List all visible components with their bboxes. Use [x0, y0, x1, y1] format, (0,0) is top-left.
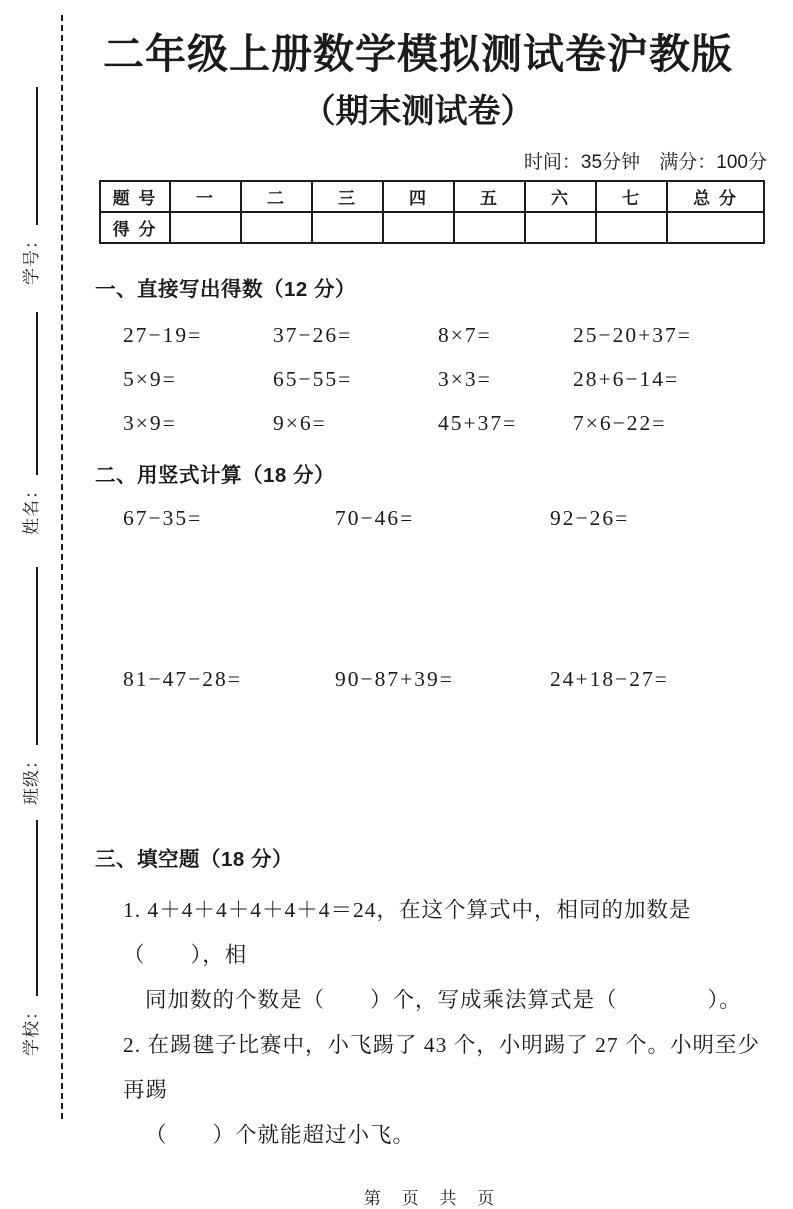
s2-problem: 70−46=: [335, 505, 415, 530]
score-table-header-cell: 题 号: [100, 181, 170, 212]
class-field: [17, 565, 41, 805]
main-content: [95, 0, 771, 1209]
margin-dashed-line: [61, 15, 63, 1119]
class-label: 班级：: [21, 751, 41, 805]
score-table-header-cell: 六: [525, 181, 596, 212]
page-footer: 第 页 共 页: [363, 1188, 503, 1208]
school-blank: [36, 820, 38, 996]
s1-problem: 8×7=: [438, 323, 492, 348]
s2-problem: 24+18−27=: [550, 666, 669, 691]
section1-problems: [95, 314, 771, 446]
s1-problem: 37−26=: [273, 323, 353, 348]
school-label: 学校：: [21, 1002, 41, 1056]
s1-problem: 27−19=: [123, 323, 203, 348]
section1-heading: 一、直接写出得数（12 分）: [95, 277, 356, 301]
score-table-header-cell: 七: [596, 181, 667, 212]
section3-heading: 三、填空题（18 分）: [95, 847, 293, 871]
score-table-header-cell: 一: [170, 181, 241, 212]
s2-problem: 81−47−28=: [123, 666, 242, 691]
score-blank-cell: [170, 212, 241, 243]
fill-blank-question-1: [95, 888, 771, 1023]
s1-problem: 25−20+37=: [573, 323, 692, 348]
score-blank-cell: [454, 212, 525, 243]
fill-blank-line: （ ）个就能超过小飞。: [145, 1122, 416, 1147]
score-table-header-cell: 五: [454, 181, 525, 212]
section2-problems-row1: [95, 506, 771, 531]
s1-problem: 65−55=: [273, 367, 353, 392]
fill-blank-line: 同加数的个数是（ ）个，写成乘法算式是（ ）。: [145, 987, 742, 1012]
class-blank: [36, 567, 38, 745]
section2-problems-row2: [95, 667, 771, 692]
page-subtitle: （期末测试卷）: [302, 92, 534, 130]
time-limit-label: 时间：35分钟: [523, 151, 641, 173]
school-field: [17, 818, 41, 1056]
s1-problem: 45+37=: [438, 411, 518, 436]
s1-problem: 3×9=: [123, 411, 177, 436]
fill-blank-line: 1. 4＋4＋4＋4＋4＋4＝24，在这个算式中，相同的加数是（ ），相: [123, 897, 692, 967]
page-title: 二年级上册数学模拟测试卷沪教版: [103, 31, 733, 77]
student-id-field: [17, 85, 41, 285]
name-label: 姓名：: [21, 481, 41, 535]
student-id-blank: [36, 87, 38, 225]
score-blank-cell: [667, 212, 764, 243]
s1-problem: 7×6−22=: [573, 411, 667, 436]
score-blank-cell: [383, 212, 454, 243]
score-table: [99, 180, 765, 244]
exam-meta: [95, 147, 771, 174]
fill-blank-question-2: [95, 1023, 771, 1158]
score-table-header-cell: 三: [312, 181, 383, 212]
s1-problem: 28+6−14=: [573, 367, 680, 392]
score-blank-cell: [525, 212, 596, 243]
score-table-header-row: [100, 181, 764, 212]
score-row-label-cell: 得 分: [100, 212, 170, 243]
score-blank-cell: [312, 212, 383, 243]
s2-problem: 92−26=: [550, 505, 630, 530]
s2-problem: 67−35=: [123, 505, 203, 530]
score-table-header-cell: 四: [383, 181, 454, 212]
section2-heading: 二、用竖式计算（18 分）: [95, 463, 335, 487]
full-score-label: 满分：100分: [659, 151, 767, 173]
score-table-header-cell: 总 分: [667, 181, 764, 212]
name-field: [17, 310, 41, 535]
score-table-header-cell: 二: [241, 181, 312, 212]
s1-problem: 3×3=: [438, 367, 492, 392]
student-id-label: 学号：: [21, 231, 41, 285]
score-blank-cell: [596, 212, 667, 243]
s2-problem: 90−87+39=: [335, 666, 454, 691]
score-blank-cell: [241, 212, 312, 243]
name-blank: [36, 312, 38, 475]
score-table-score-row: [100, 212, 764, 243]
s1-problem: 5×9=: [123, 367, 177, 392]
fill-blank-line: 2. 在踢毽子比赛中，小飞踢了 43 个，小明踢了 27 个。小明至少再踢: [123, 1032, 761, 1102]
s1-problem: 9×6=: [273, 411, 327, 436]
